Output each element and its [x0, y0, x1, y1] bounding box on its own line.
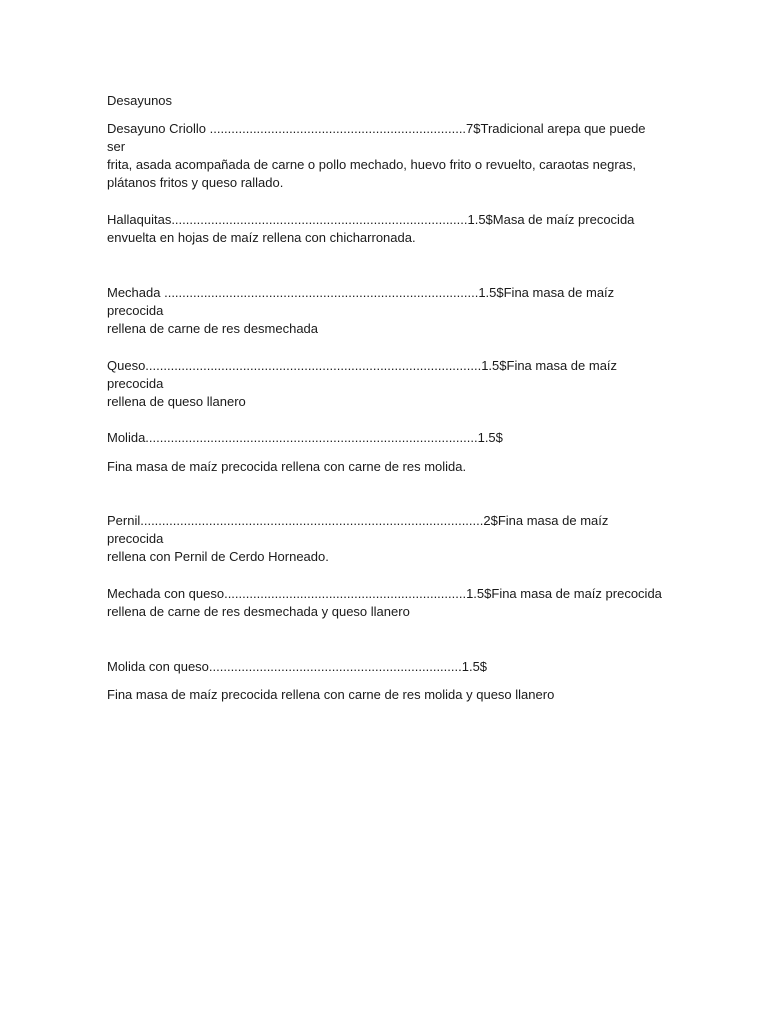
- menu-item-pernil: Pernil...............................................................................................2$Fina masa de maíz precocida rellena con Pernil de Cerdo Horneado.: [107, 513, 609, 564]
- menu-item-molida-con-queso-description: Fina masa de maíz precocida rellena con carne de res molida y queso llanero: [107, 687, 555, 702]
- menu-item-desayuno-criollo: Desayuno Criollo .......................................................................7$Tradicional arepa que puede ser frita, asada acompañada de carne o pollo mechado, huevo frito o revuelto, caraotas negras, plátanos fritos y queso rallado.: [107, 121, 646, 190]
- menu-item-mechada-con-queso: Mechada con queso...................................................................1.5$Fina masa de maíz precocida rellena de carne de res desmechada y queso llanero: [107, 586, 662, 619]
- menu-item-molida-con-queso: Molida con queso......................................................................1.5$: [107, 659, 488, 674]
- menu-item-molida: Molida............................................................................................1.5$: [107, 430, 503, 445]
- menu-item-mechada: Mechada .......................................................................................1.5$Fina masa de maíz precocida rellena de carne de res desmechada: [107, 285, 615, 336]
- document-title: Desayunos: [107, 93, 173, 108]
- menu-item-molida-description: Fina masa de maíz precocida rellena con carne de res molida.: [107, 459, 467, 474]
- menu-item-queso: Queso.............................................................................................1.5$Fina masa de maíz precocida rellena de queso llanero: [107, 358, 618, 409]
- menu-item-hallaquitas: Hallaquitas..................................................................................1.5$Masa de maíz precocida envuelta en hojas de maíz rellena con chicharronada.: [107, 212, 635, 245]
